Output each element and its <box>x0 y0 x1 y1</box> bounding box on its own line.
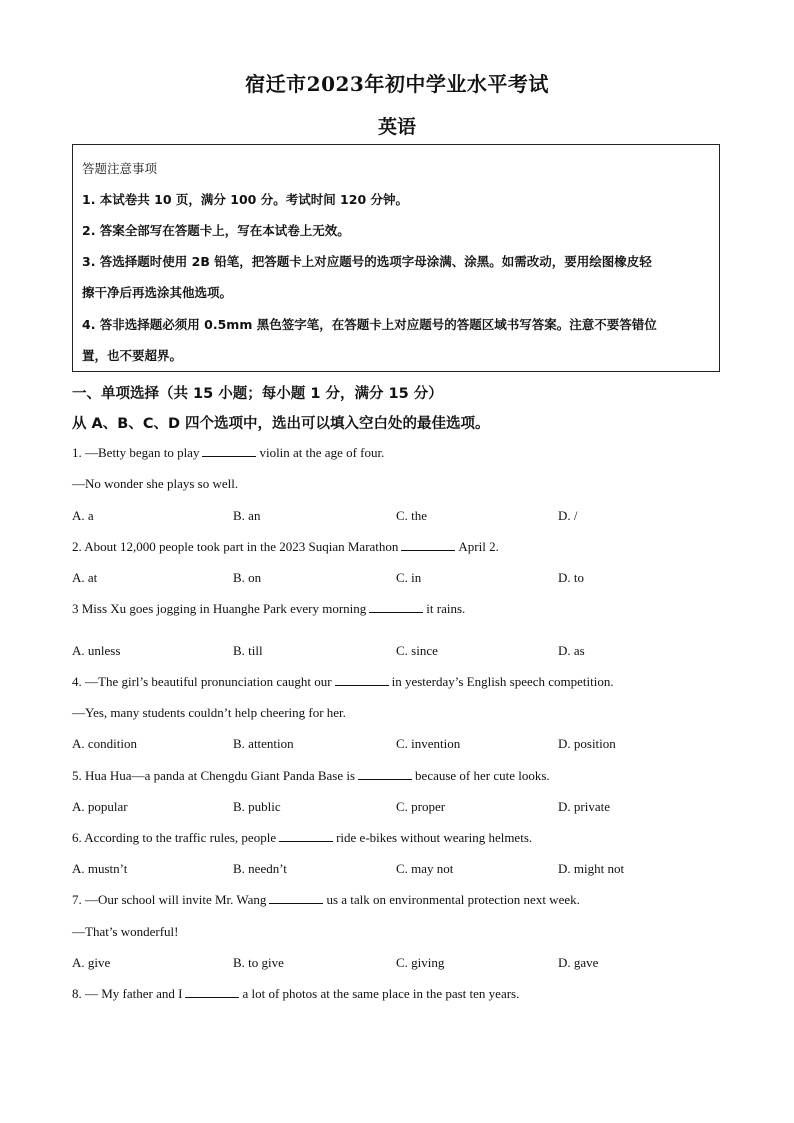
notice-line: 4. 答非选择题必须用 0.5mm 黑色签字笔，在答题卡上对应题号的答题区域书写答案。注意不要答错位 <box>82 317 657 332</box>
notice-box <box>72 144 720 372</box>
question-stem: 4. —The girl’s beautiful pronunciation caught our <box>72 674 332 689</box>
question-reply: —Yes, many students couldn’t help cheering for her. <box>72 705 346 720</box>
option-a: A. give <box>72 955 111 970</box>
question-1 <box>72 445 384 461</box>
answer-blank <box>202 445 256 457</box>
notice-line: 2. 答案全部写在答题卡上，写在本试卷上无效。 <box>82 223 350 238</box>
option-c: C. invention <box>396 736 461 751</box>
section-instruction: 从 A、B、C、D 四个选项中，选出可以填入空白处的最佳选项。 <box>72 416 490 432</box>
option-c: C. in <box>396 570 422 585</box>
option-b: B. needn’t <box>233 861 287 876</box>
option-b: B. to give <box>233 955 284 970</box>
option-b: B. attention <box>233 736 294 751</box>
option-a: A. mustn’t <box>72 861 128 876</box>
question-stem-end: violin at the age of four. <box>259 445 385 460</box>
question-stem-end: in yesterday’s English speech competition. <box>391 674 614 689</box>
answer-blank <box>269 892 323 904</box>
question-stem-end: ride e-bikes without wearing helmets. <box>336 830 533 845</box>
notice-heading: 答题注意事项 <box>82 161 158 176</box>
option-d: D. might not <box>558 861 625 876</box>
option-b: B. till <box>233 643 263 658</box>
option-b: B. on <box>233 570 262 585</box>
question-3 <box>72 601 465 617</box>
question-stem: 6. According to the traffic rules, people <box>72 830 277 845</box>
question-stem-end: a lot of photos at the same place in the past ten years. <box>242 986 520 1001</box>
answer-blank <box>279 830 333 842</box>
question-stem: 7. —Our school will invite Mr. Wang <box>72 892 267 907</box>
question-stem: 5. Hua Hua—a panda at Chengdu Giant Panda Base is <box>72 768 356 783</box>
option-a: A. a <box>72 508 94 523</box>
subject-title: 英语 <box>377 116 416 138</box>
question-stem-end: because of her cute looks. <box>415 768 550 783</box>
question-stem: 3 Miss Xu goes jogging in Huanghe Park every morning <box>72 601 367 616</box>
question-stem: 2. About 12,000 people took part in the 2023 Suqian Marathon <box>72 539 399 554</box>
option-b: B. public <box>233 799 281 814</box>
question-stem-end: April 2. <box>458 539 499 554</box>
exam-title: 宿迁市2023年初中学业水平考试 <box>245 72 549 96</box>
option-c: C. proper <box>396 799 446 814</box>
question-4 <box>72 674 614 690</box>
answer-blank <box>369 601 423 613</box>
option-a: A. popular <box>72 799 128 814</box>
question-2 <box>72 539 499 555</box>
option-d: D. gave <box>558 955 599 970</box>
section-title: 一、单项选择（共 15 小题；每小题 1 分，满分 15 分） <box>72 386 443 402</box>
question-7 <box>72 892 580 908</box>
answer-blank <box>358 768 412 780</box>
question-reply: —That’s wonderful! <box>72 924 179 939</box>
option-d: D. position <box>558 736 616 751</box>
option-a: A. condition <box>72 736 137 751</box>
notice-line: 置，也不要超界。 <box>82 348 183 363</box>
question-5 <box>72 768 550 784</box>
option-a: A. unless <box>72 643 121 658</box>
notice-line: 擦干净后再选涂其他选项。 <box>82 285 233 300</box>
option-b: B. an <box>233 508 261 523</box>
notice-line: 3. 答选择题时使用 2B 铅笔，把答题卡上对应题号的选项字母涂满、涂黑。如需改动，要用绘图橡皮轻 <box>82 254 652 269</box>
answer-blank <box>335 674 389 686</box>
question-reply: —No wonder she plays so well. <box>72 476 239 491</box>
answer-blank <box>185 986 239 998</box>
option-d: D. to <box>558 570 584 585</box>
option-d: D. as <box>558 643 585 658</box>
option-c: C. giving <box>396 955 445 970</box>
question-stem-end: it rains. <box>426 601 466 616</box>
option-c: C. may not <box>396 861 454 876</box>
option-c: C. the <box>396 508 428 523</box>
answer-blank <box>401 539 455 551</box>
question-6 <box>72 830 532 846</box>
option-d: D. / <box>558 508 578 523</box>
option-a: A. at <box>72 570 98 585</box>
notice-line: 1. 本试卷共 10 页，满分 100 分。考试时间 120 分钟。 <box>82 192 408 207</box>
question-stem: 8. — My father and I <box>72 986 183 1001</box>
question-stem: 1. —Betty began to play <box>72 445 200 460</box>
question-8 <box>72 986 519 1002</box>
question-stem-end: us a talk on environmental protection next week. <box>326 892 580 907</box>
option-d: D. private <box>558 799 610 814</box>
option-c: C. since <box>396 643 438 658</box>
